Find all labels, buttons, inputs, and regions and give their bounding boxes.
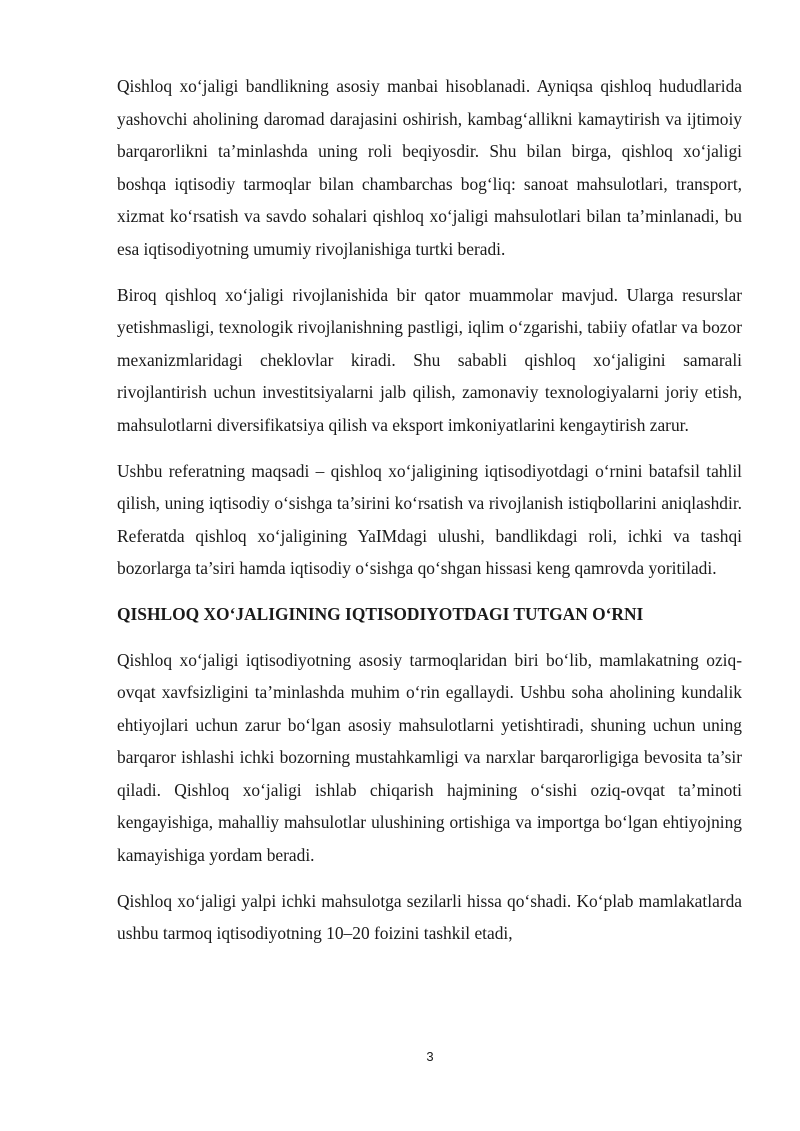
paragraph-problems: Biroq qishloq xo‘jaligi rivojlanishida bir qator muammolar mavjud. Ularga resurslar yetishmasligi, texnologik rivojlanishning pastligi, iqlim o‘zgarishi, tabiiy ofatlar va bozor mexanizmlaridagi cheklovlar kiradi. Shu sababli qishloq xo‘jaligini samarali rivojlantirish uchun investitsiyalarni jalb qilish, zamonaviy texnologiyalarni joriy etish, mahsulotlarni diversifikatsiya qilish va eksport imkoniyatlarini kengaytirish zarur. xyxy=(117,284,742,435)
section-heading: QISHLOQ XO‘JALIGINING IQTISODIYOTDAGI TUTGAN O‘RNI xyxy=(117,603,644,624)
paragraph-employment: Qishloq xo‘jaligi bandlikning asosiy manbai hisoblanadi. Ayniqsa qishloq hududlarida yashovchi aholining daromad darajasini oshirish, kambag‘allikni kamaytirish va ijtimoiy barqarorlikni ta’minlashda uning roli beqiyosdir. Shu bilan birga, qishloq xo‘jaligi boshqa iqtisodiy tarmoqlar bilan chambarchas bog‘liq: sanoat mahsulotlari, transport, xizmat ko‘rsatish va savdo sohalari qishloq xo‘jaligi mahsulotlari bilan ta’minlanadi, bu esa iqtisodiyotning umumiy rivojlanishiga turtki beradi. xyxy=(117,76,742,259)
paragraph-food-security: Qishloq xo‘jaligi iqtisodiyotning asosiy tarmoqlaridan biri bo‘lib, mamlakatning oziq-ovqat xavfsizligini ta’minlashda muhim o‘rin egallaydi. Ushbu soha aholining kundalik ehtiyojlari uchun zarur bo‘lgan asosiy mahsulotlarni yetishtiradi, shuning uchun uning barqaror ishlashi ichki bozorning mustahkamligi va narxlar barqarorligiga bevosita ta’sir qiladi. Qishloq xo‘jaligi ishlab chiqarish hajmining o‘sishi oziq-ovqat ta’minoti kengayishiga, mahalliy mahsulotlar ulushining ortishiga va importga bo‘lgan ehtiyojning kamayishiga yordam beradi. xyxy=(117,649,742,866)
paragraph-gdp-share: Qishloq xo‘jaligi yalpi ichki mahsulotga sezilarli hissa qo‘shadi. Ko‘plab mamlakatlarda ushbu tarmoq iqtisodiyotning 10–20 foizini tashkil etadi, xyxy=(117,890,742,944)
page-number: 3 xyxy=(426,1049,434,1064)
page-body xyxy=(117,70,742,963)
paragraph-purpose: Ushbu referatning maqsadi – qishloq xo‘jaligining iqtisodiyotdagi o‘rnini batafsil tahlil qilish, uning iqtisodiy o‘sishga ta’sirini ko‘rsatish va rivojlanish istiqbollarini aniqlashdir. Referatda qishloq xo‘jaligining YaIMdagi ulushi, bandlikdagi roli, ichki va tashqi bozorlarga ta’siri hamda iqtisodiy o‘sishga qo‘shgan hissasi keng qamrovda yoritiladi. xyxy=(117,460,742,579)
